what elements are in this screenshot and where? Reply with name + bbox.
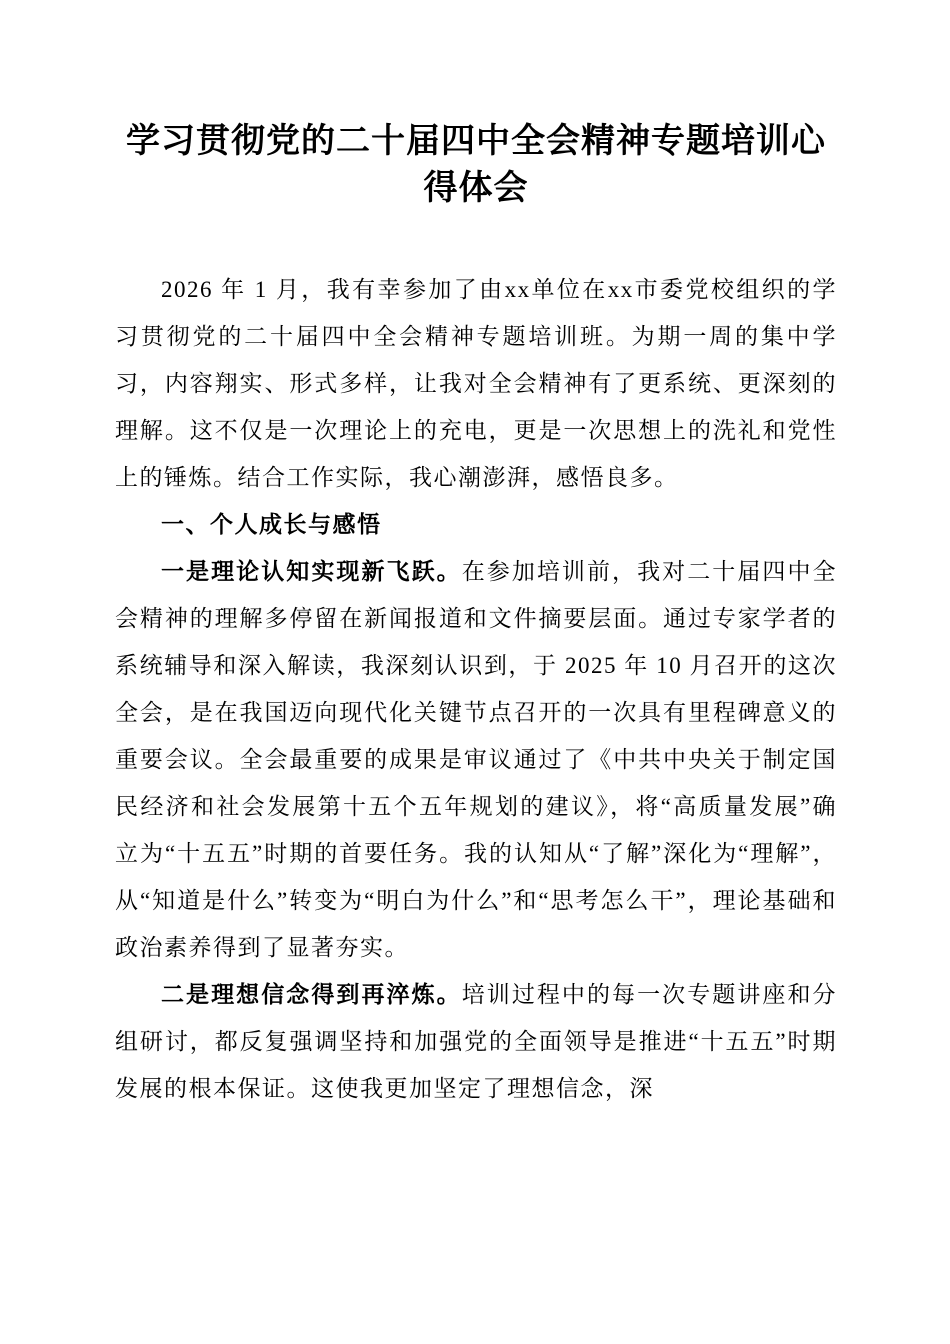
paragraph-lead: 一是理论认知实现新飞跃。 xyxy=(161,558,462,584)
paragraph-point-two xyxy=(115,971,837,1112)
paragraph-point-one xyxy=(115,548,837,971)
document-title: 学习贯彻党的二十届四中全会精神专题培训心得体会 xyxy=(126,122,826,207)
paragraph-intro xyxy=(115,266,837,501)
paragraph-text: 2026 年 1 月，我有幸参加了由xx单位在xx市委党校组织的学习贯彻党的二十届四中全会精神专题培训班。为期一周的集中学习，内容翔实、形式多样，让我对全会精神有了更系统、更深刻的理解。这不仅是一次理论上的充电，更是一次思想上的洗礼和党性上的锤炼。结合工作实际，我心潮澎湃，感悟良多。 xyxy=(115,276,837,490)
section-heading: 一、个人成长与感悟 xyxy=(161,510,382,537)
paragraph-text: 在参加培训前，我对二十届四中全会精神的理解多停留在新闻报道和文件摘要层面。通过专家学者的系统辅导和深入解读，我深刻认识到，于 2025 年 10 月召开的这次全会，是在我国迈向现代化关键节点召开的一次具有里程碑意义的重要会议。全会最重要的成果是审议通过了《中共中央关于制定国民经济和社会发展第十五个五年规划的建议》，将“高质量发展”确立为“十五五”时期的首要任务。我的认知从“了解”深化为“理解”，从“知道是什么”转变为“明白为什么”和“思考怎么干”，理论基础和政治素养得到了显著夯实。 xyxy=(115,558,838,960)
paragraph-text: 培训过程中的每一次专题讲座和分组研讨，都反复强调坚持和加强党的全面领导是推进“十五五”时期发展的根本保证。这使我更加坚定了理想信念，深 xyxy=(115,981,838,1101)
paragraph-lead: 二是理想信念得到再淬炼。 xyxy=(161,981,462,1007)
